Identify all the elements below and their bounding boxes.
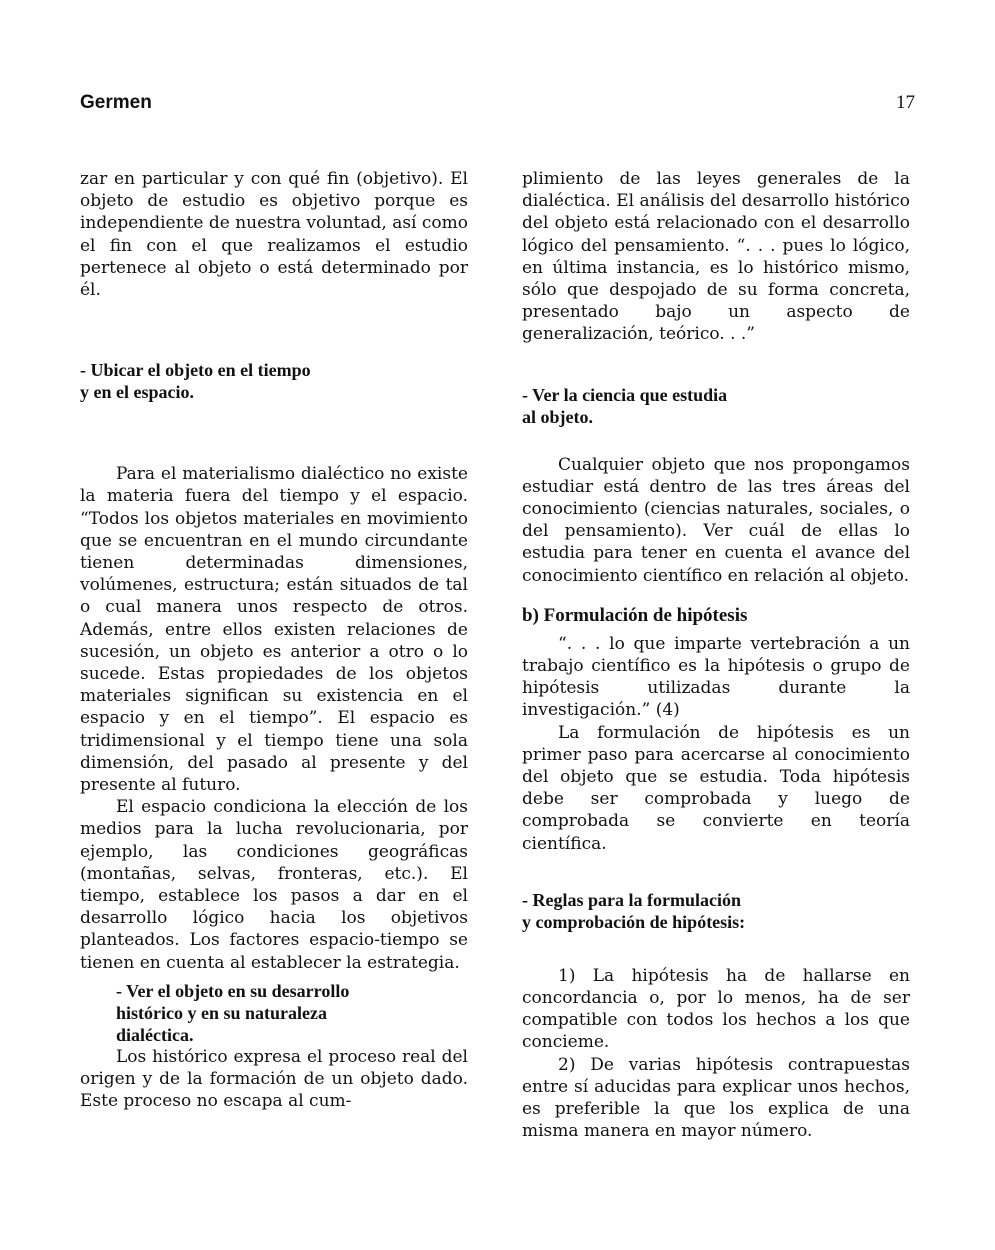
section-heading: [522, 384, 910, 428]
heading-line: y comprobación de hipótesis:: [522, 911, 746, 932]
page-number: 17: [896, 92, 915, 113]
paragraph: La formulación de hipótesis es un primer paso para acercarse al conocimiento del objeto que se estudia. Toda hipótesis debe ser comprobada y luego de comprobada se convierte en teoría científica.: [522, 722, 910, 854]
section-heading: [80, 980, 468, 1046]
right-column: [522, 168, 910, 1143]
paragraph: Cualquier objeto que nos propongamos estudiar está dentro de las tres áreas del conocimiento (ciencias naturales, sociales, o del pensamiento). Ver cuál de ellas lo estudia para tener en cuenta el avance del conocimiento científico en relación al objeto.: [522, 454, 910, 586]
left-column: [80, 168, 468, 1113]
paragraph: zar en particular y con qué fin (objetivo). El objeto de estudio es objetivo porque es independiente de nuestra voluntad, así como el fin con el que realizamos el estudio pertenece al objeto o está determinado por él.: [80, 169, 469, 301]
paragraph: plimiento de las leyes generales de la dialéctica. El análisis del desarrollo histórico del objeto está relacionado con el desarrollo lógico del pensamiento. “. . . pues lo lógico, en última instancia, es lo histórico mismo, sólo que despojado de su forma concreta, presentado bajo un aspecto de generalización, teórico. . .”: [522, 169, 910, 345]
heading-line: - Ubicar el objeto en el tiempo: [80, 360, 311, 381]
numbered-rule: 1) La hipótesis ha de hallarse en concordancia o, por lo menos, ha de ser compatible con todos los hechos a los que concieme.: [522, 965, 910, 1053]
heading-line: histórico y en su naturaleza: [116, 1002, 327, 1023]
paragraph: Para el materialismo dialéctico no existe la materia fuera del tiempo y el espacio. “Todos los objetos materiales en movimiento que se encuentran en el mundo circundante tienen determinadas dimensiones, volúmenes, estructura; están situados de tal o cual manera unos respecto de otros. Además, entre ellos existen relaciones de sucesión, un objeto es anterior a otro o lo sucede. Estas propiedades de los objetos materiales significan su existencia en el espacio y en el tiempo”. El espacio es tridimensional y el tiempo tiene una sola dimensión, del pasado al presente y del presente al futuro.: [80, 464, 468, 796]
paragraph: El espacio condiciona la elección de los medios para la lucha revolucionaria, por ejemplo, las condiciones geográficas (montañas, selvas, fronteras, etc.). El tiempo, establece los pasos a dar en el desarrollo lógico hacia los objetivos planteados. Los factores espacio-tiempo se tienen en cuenta al establecer la estrategia.: [80, 797, 468, 973]
section-heading: [80, 359, 468, 403]
heading-line: dialéctica.: [116, 1024, 194, 1045]
paragraph: Los histórico expresa el proceso real del origen y de la formación de un objeto dado. Este proceso no escapa al cum-: [80, 1046, 468, 1112]
section-heading: [522, 889, 910, 933]
heading-line: - Ver el objeto en su desarrollo: [116, 980, 350, 1001]
page-header: [80, 92, 915, 120]
heading-line: al objeto.: [522, 406, 593, 427]
paragraph: “. . . lo que imparte vertebración a un trabajo científico es la hipótesis o grupo de hipótesis utilizadas durante la investigación.” (4): [522, 633, 910, 721]
heading-line: - Ver la ciencia que estudia: [522, 384, 728, 405]
running-title: Germen: [80, 92, 152, 113]
numbered-rule: 2) De varias hipótesis contrapuestas entre sí aducidas para explicar unos hechos, es preferible la que los explica de una misma manera en mayor número.: [522, 1054, 910, 1142]
heading-line: y en el espacio.: [80, 382, 194, 403]
heading-line: - Reglas para la formulación: [522, 889, 741, 910]
section-heading: b) Formulación de hipótesis: [522, 604, 748, 626]
